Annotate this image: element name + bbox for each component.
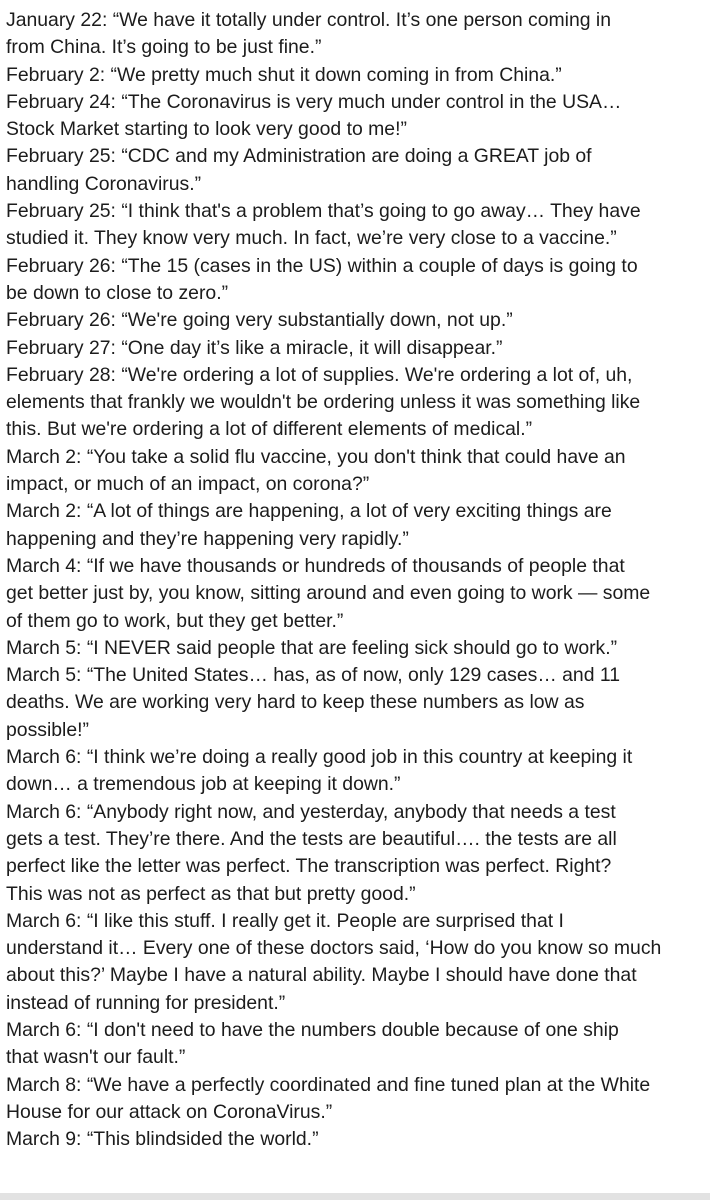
text-line: March 2: “A lot of things are happening, a lot of very exciting things are: [6, 500, 612, 523]
text-line: studied it. They know very much. In fact, we’re very close to a vaccine.”: [6, 227, 617, 250]
text-line: possible!”: [6, 718, 89, 741]
text-line: from China. It’s going to be just fine.”: [6, 36, 322, 59]
text-line: that wasn't our fault.”: [6, 1046, 186, 1069]
text-line: gets a test. They’re there. And the tests are beautiful…. the tests are all: [6, 827, 617, 850]
text-line: deaths. We are working very hard to keep these numbers as low as: [6, 691, 585, 714]
text-line: be down to close to zero.”: [6, 281, 229, 304]
text-line: instead of running for president.”: [6, 991, 286, 1014]
text-line: this. But we're ordering a lot of different elements of medical.”: [6, 418, 533, 441]
text-line: elements that frankly we wouldn't be ordering unless it was something like: [6, 391, 641, 414]
text-line: about this?’ Maybe I have a natural ability. Maybe I should have done that: [6, 964, 637, 987]
text-line: This was not as perfect as that but pretty good.”: [6, 882, 416, 905]
text-line: March 5: “I NEVER said people that are feeling sick should go to work.”: [6, 636, 618, 659]
text-line: March 8: “We have a perfectly coordinated and fine tuned plan at the White: [6, 1073, 651, 1096]
quote-timeline: [6, 7, 710, 1153]
text-line: down… a tremendous job at keeping it down.”: [6, 773, 401, 796]
text-line: happening and they’re happening very rapidly.”: [6, 527, 409, 550]
text-line: January 22: “We have it totally under control. It’s one person coming in: [6, 9, 612, 31]
text-line: get better just by, you know, sitting around and even going to work — some: [6, 582, 651, 605]
text-line: House for our attack on CoronaVirus.”: [6, 1100, 333, 1123]
text-line: February 24: “The Coronavirus is very much under control in the USA…: [6, 90, 622, 113]
text-line: February 26: “We're going very substantially down, not up.”: [6, 309, 513, 332]
text-line: March 9: “This blindsided the world.”: [6, 1128, 319, 1151]
text-line: Stock Market starting to look very good to me!”: [6, 118, 407, 141]
text-line: March 5: “The United States… has, as of now, only 129 cases… and 11: [6, 664, 621, 687]
text-line: understand it… Every one of these doctors said, ‘How do you know so much: [6, 937, 662, 960]
text-line: March 6: “Anybody right now, and yesterday, anybody that needs a test: [6, 800, 616, 823]
text-line: March 4: “If we have thousands or hundreds of thousands of people that: [6, 554, 625, 577]
text-line: March 2: “You take a solid flu vaccine, you don't think that could have an: [6, 445, 626, 468]
text-line: March 6: “I like this stuff. I really get it. People are surprised that I: [6, 909, 564, 932]
text-line: impact, or much of an impact, on corona?”: [6, 473, 370, 496]
text-line: February 28: “We're ordering a lot of supplies. We're ordering a lot of, uh,: [6, 363, 633, 386]
text-line: February 25: “I think that's a problem that’s going to go away… They have: [6, 200, 641, 223]
text-line: February 25: “CDC and my Administration are doing a GREAT job of: [6, 145, 592, 168]
text-line: March 6: “I don't need to have the numbers double because of one ship: [6, 1018, 619, 1041]
text-line: February 27: “One day it’s like a miracle, it will disappear.”: [6, 336, 503, 359]
text-line: March 6: “I think we’re doing a really good job in this country at keeping it: [6, 746, 633, 769]
text-line: handling Coronavirus.”: [6, 172, 202, 195]
text-line: February 2: “We pretty much shut it down coming in from China.”: [6, 63, 562, 86]
text-line: of them go to work, but they get better.”: [6, 609, 344, 632]
text-line: February 26: “The 15 (cases in the US) within a couple of days is going to: [6, 254, 638, 277]
text-line: perfect like the letter was perfect. The transcription was perfect. Right?: [6, 855, 612, 878]
bottom-bar: [0, 1193, 710, 1200]
